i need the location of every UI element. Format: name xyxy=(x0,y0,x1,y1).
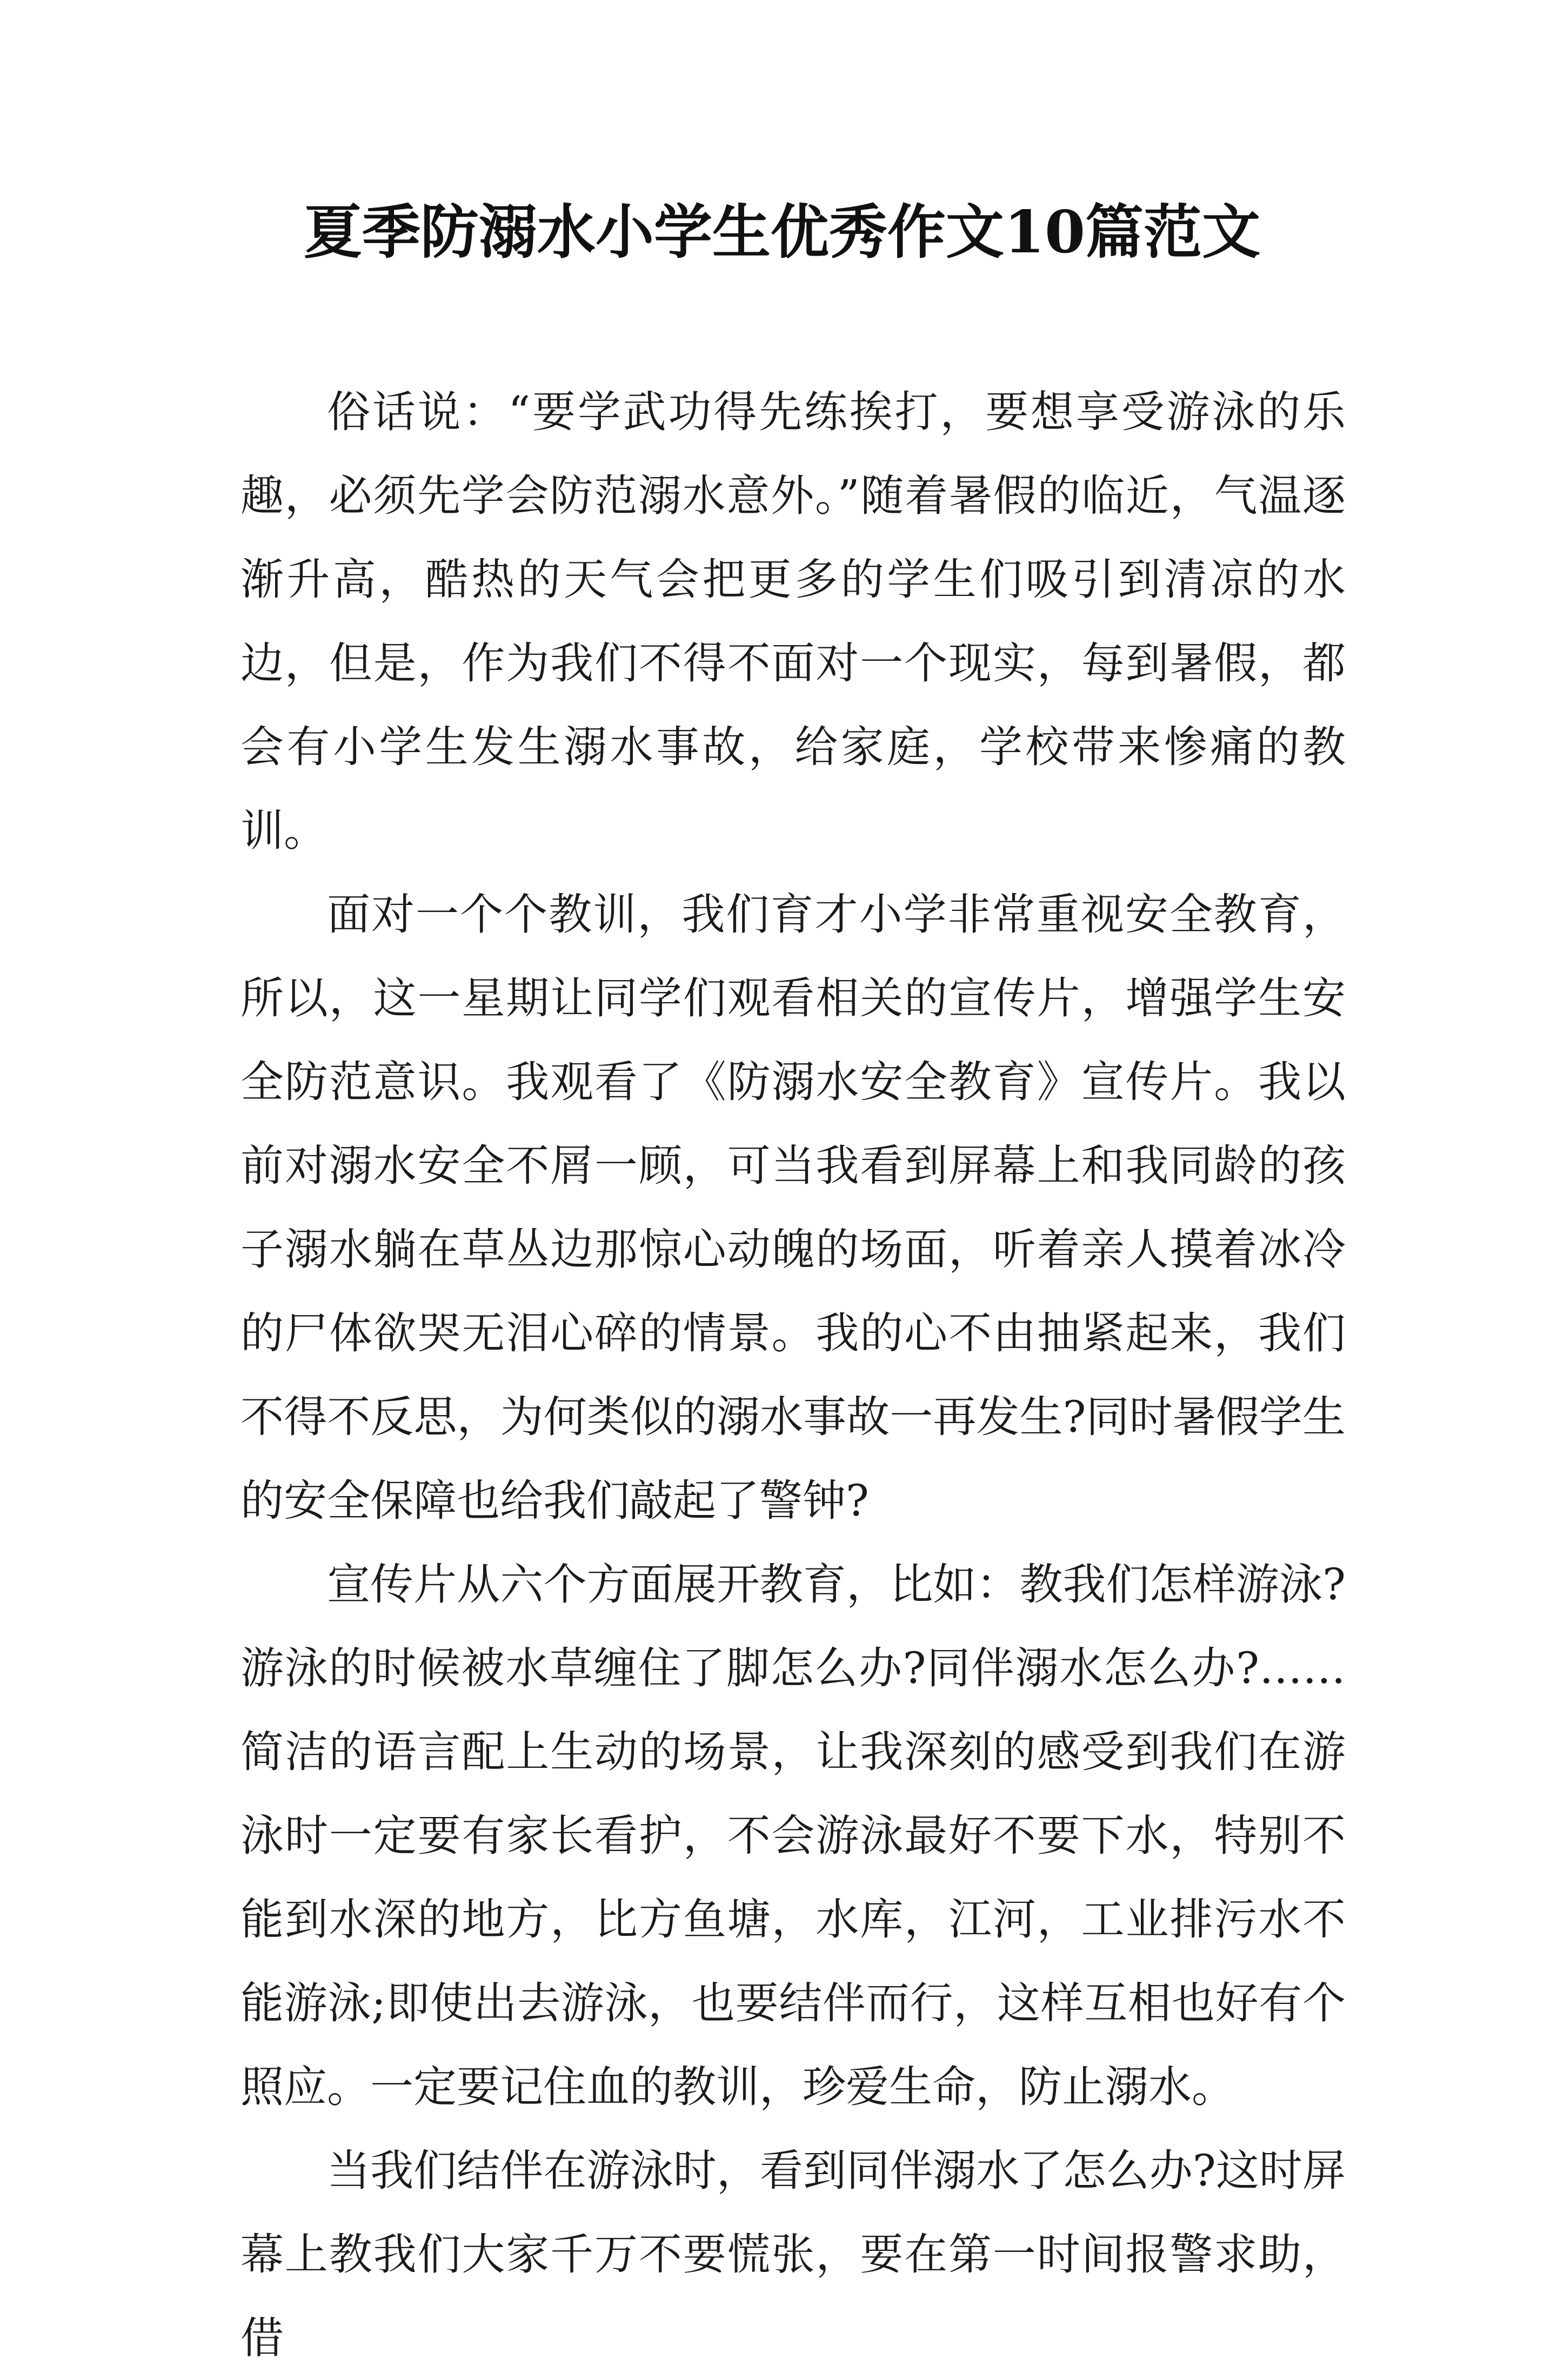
paragraph: 当我们结伴在游泳时，看到同伴溺水了怎么办?这时屏幕上教我们大家千万不要慌张，要在第一时间报警求助，借 xyxy=(240,2146,1346,2363)
paragraph: 宣传片从六个方面展开教育，比如：教我们怎样游泳?游泳的时候被水草缠住了脚怎么办?同伴溺水怎么办?……简洁的语言配上生动的场景，让我深刻的感受到我们在游泳时一定要有家长看护，不会游泳最好不要下水，特别不能到水深的地方，比方鱼塘，水库，江河，工业排污水不能游泳;即使出去游泳，也要结伴而行，这样互相也好有个照应。一定要记住血的教训，珍爱生命，防止溺水。 xyxy=(240,1559,1346,2112)
paragraph: 俗话说：“要学武功得先练挨打，要想享受游泳的乐趣，必须先学会防范溺水意外。”随着暑假的临近，气温逐渐升高，酷热的天气会把更多的学生们吸引到清凉的水边，但是，作为我们不得不面对一个现实，每到暑假，都会有小学生发生溺水事故，给家庭，学校带来惨痛的教训。 xyxy=(240,387,1346,856)
paragraph: 面对一个个教训，我们育才小学非常重视安全教育，所以，这一星期让同学们观看相关的宣传片，增强学生安全防范意识。我观看了《防溺水安全教育》宣传片。我以前对溺水安全不屑一顾，可当我看到屏幕上和我同龄的孩子溺水躺在草丛边那惊心动魄的场面，听着亲人摸着冰冷的尸体欲哭无泪心碎的情景。我的心不由抽紧起来，我们不得不反思，为何类似的溺水事故一再发生?同时暑假学生的安全保障也给我们敲起了警钟? xyxy=(240,889,1346,1526)
document-body xyxy=(240,370,1346,2380)
document-title: 夏季防溺水小学生优秀作文10篇范文 xyxy=(303,198,1261,266)
